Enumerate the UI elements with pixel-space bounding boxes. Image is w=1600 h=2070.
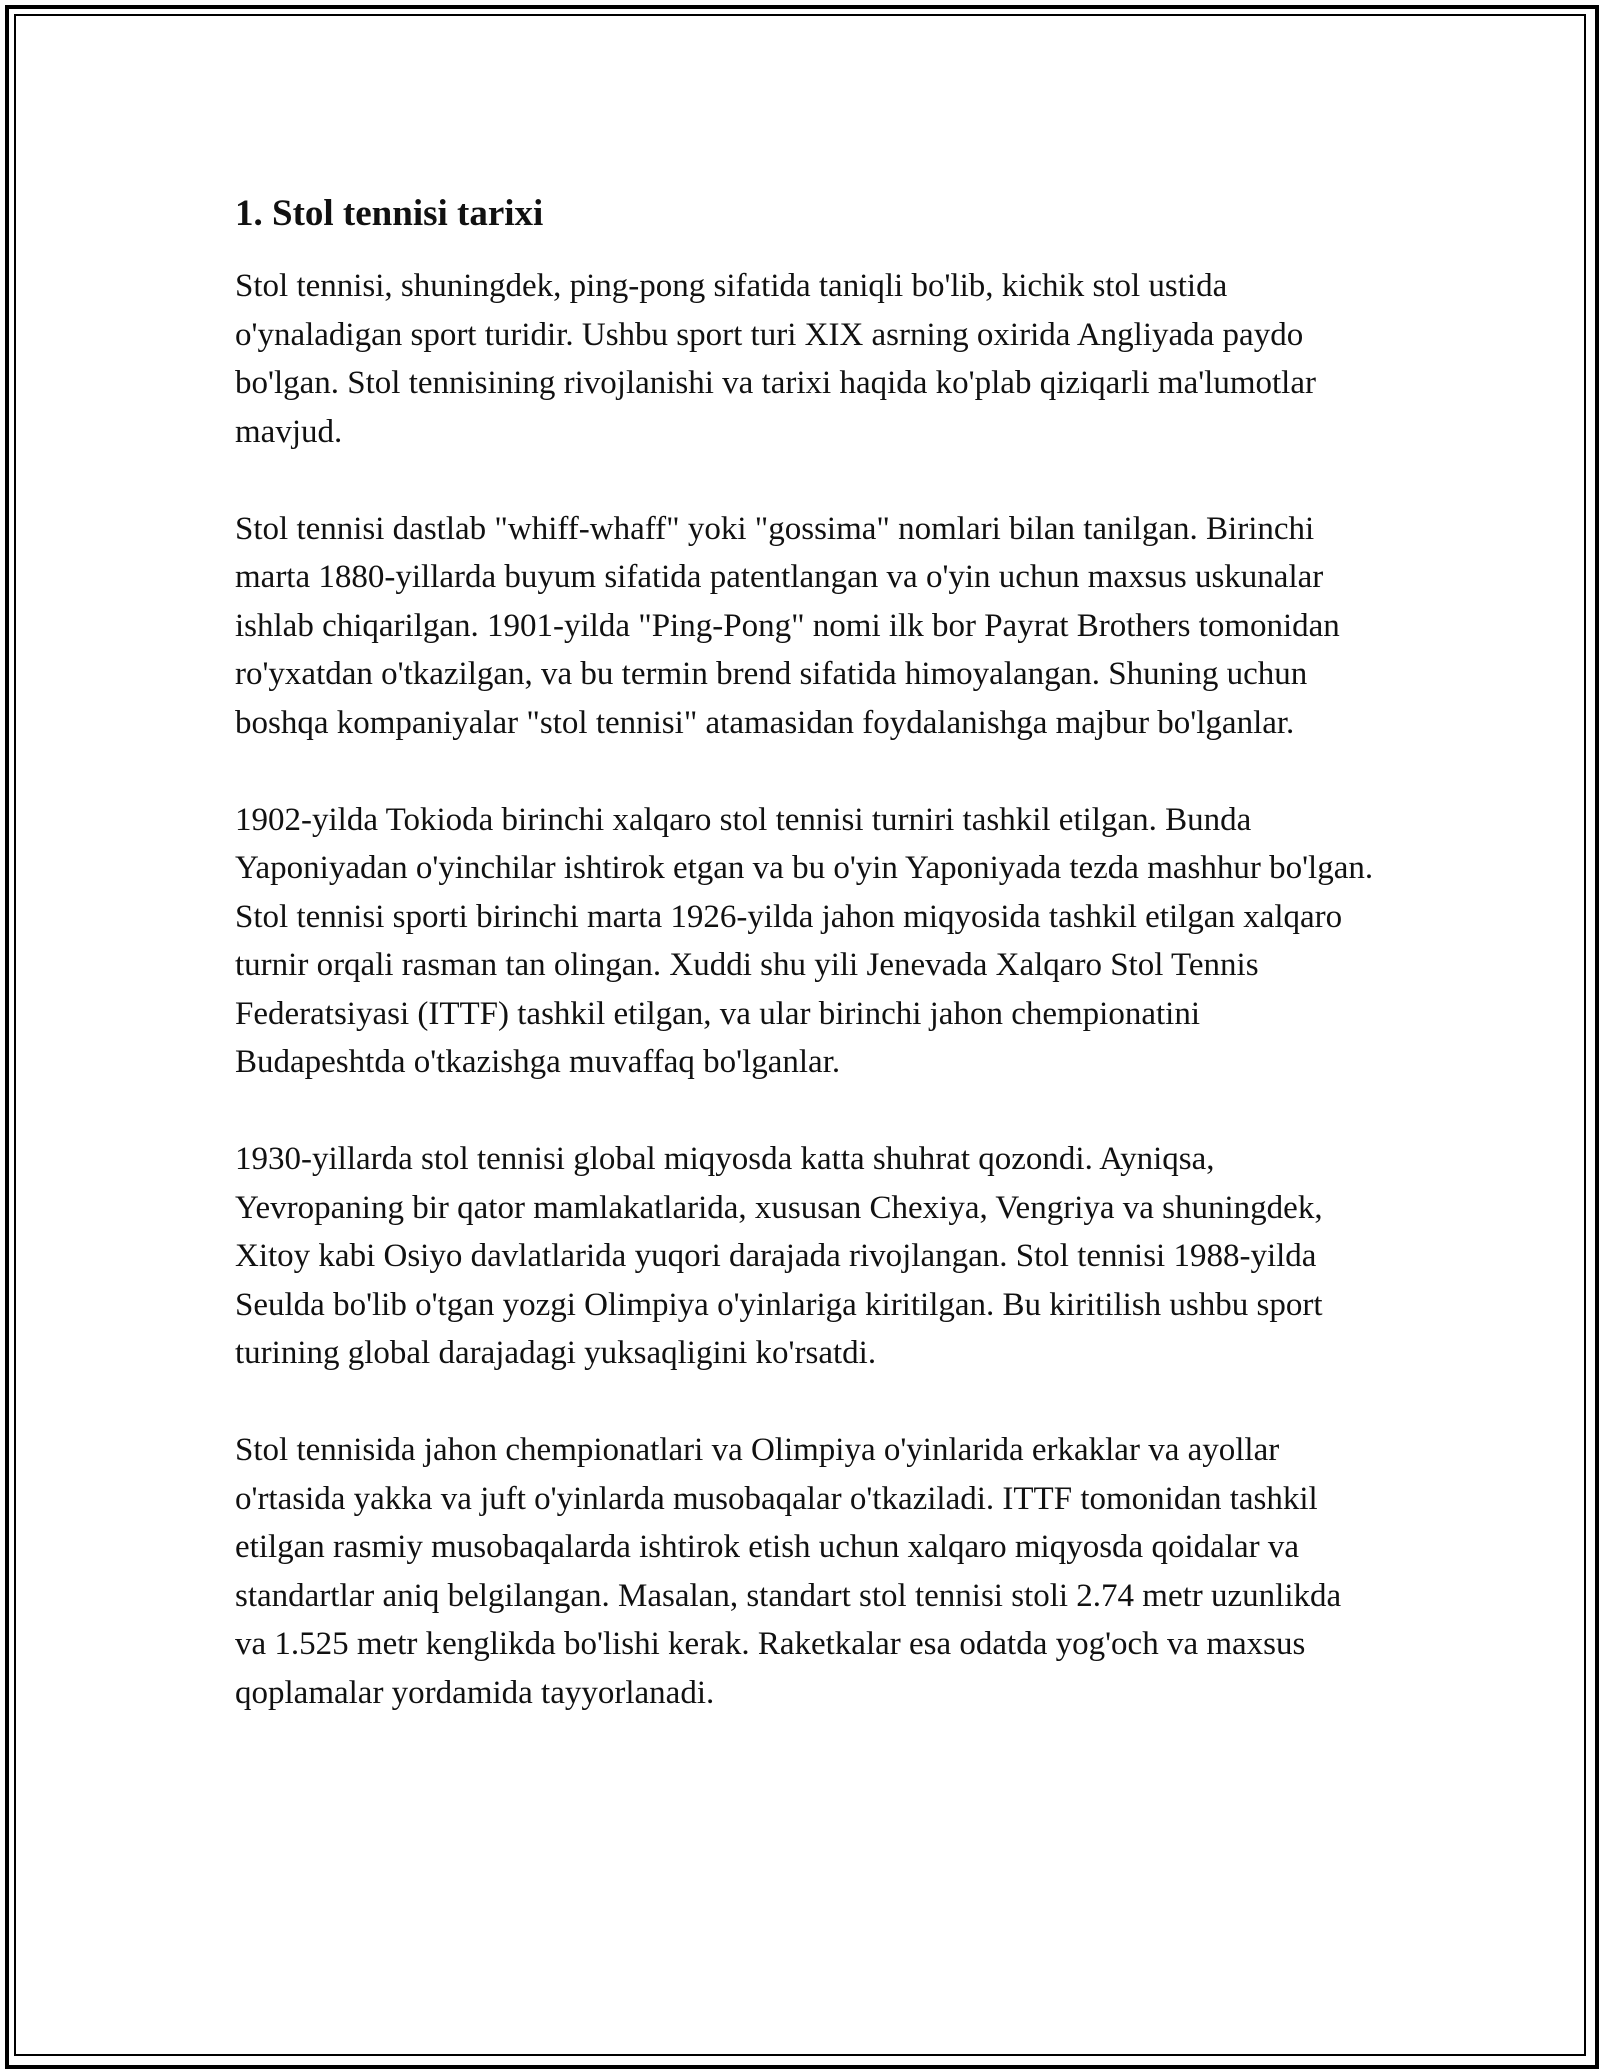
paragraph-1: Stol tennisi, shuningdek, ping-pong sifatida taniqli bo'lib, kichik stol ustida o'ynaladigan sport turidir. Ushbu sport turi XIX asrning oxirida Angliyada paydo bo'lgan. Stol tennisining rivojlanishi va tarixi haqida ko'plab qiziqarli ma'lumotlar mavjud. (235, 268, 1316, 450)
paragraph-5: Stol tennisida jahon chempionatlari va Olimpiya o'yinlarida erkaklar va ayollar o'rtasida yakka va juft o'yinlarda musobaqalar o'tkaziladi. ITTF tomonidan tashkil etilgan rasmiy musobaqalarda ishtirok etish uchun xalqaro miqyosda qoidalar va standartlar aniq belgilangan. Masalan, standart stol tennisi stoli 2.74 metr uzunlikda va 1.525 metr kenglikda bo'lishi kerak. Raketkalar esa odatda yog'och va maxsus qoplamalar yordamida tayyorlanadi. (235, 1432, 1342, 1711)
section-heading: 1. Stol tennisi tarixi (235, 193, 544, 234)
paragraph-4: 1930-yillarda stol tennisi global miqyosda katta shuhrat qozondi. Ayniqsa, Yevropaning bir qator mamlakatlarida, xususan Chexiya, Vengriya va shuningdek, Xitoy kabi Osiyo davlatlarida yuqori darajada rivojlangan. Stol tennisi 1988-yilda Seulda bo'lib o'tgan yozgi Olimpiya o'yinlariga kiritilgan. Bu kiritilish ushbu sport turining global darajadagi yuksaqligini ko'rsatdi. (235, 1141, 1323, 1371)
paragraph-3: 1902-yilda Tokioda birinchi xalqaro stol tennisi turniri tashkil etilgan. Bunda Yaponiyadan o'yinchilar ishtirok etgan va bu o'yin Yaponiyada tezda mashhur bo'lgan. Stol tennisi sporti birinchi marta 1926-yilda jahon miqyosida tashkil etilgan xalqaro turnir orqali rasman tan olingan. Xuddi shu yili Jenevada Xalqaro Stol Tennis Federatsiyasi (ITTF) tashkil etilgan, va ular birinchi jahon chempionatini Budapeshtda o'tkazishga muvaffaq bo'lganlar. (235, 801, 1374, 1080)
document-body (235, 186, 1375, 1717)
paragraph-2: Stol tennisi dastlab "whiff-whaff" yoki "gossima" nomlari bilan tanilgan. Birinchi marta 1880-yillarda buyum sifatida patentlangan va o'yin uchun maxsus uskunalar ishlab chiqarilgan. 1901-yilda "Ping-Pong" nomi ilk bor Payrat Brothers tomonidan ro'yxatdan o'tkazilgan, va bu termin brend sifatida himoyalangan. Shuning uchun boshqa kompaniyalar "stol tennisi" atamasidan foydalanishga majbur bo'lganlar. (235, 510, 1340, 741)
